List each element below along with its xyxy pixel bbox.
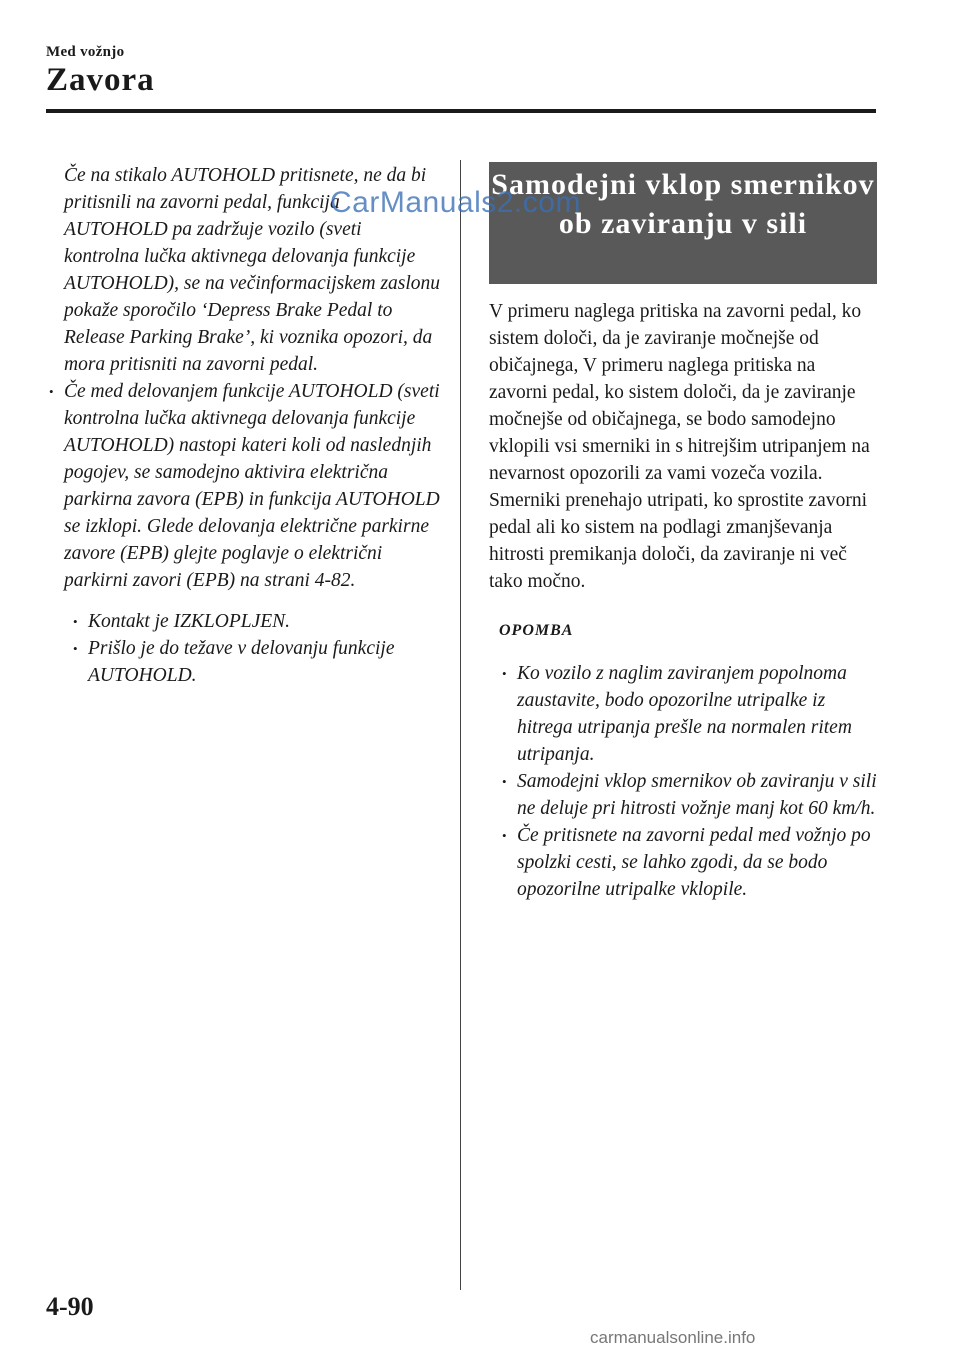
footer-source-link[interactable]: carmanualsonline.info [590, 1328, 756, 1347]
chapter-title: Zavora [46, 62, 155, 98]
section-kicker: Med vožnjo [46, 44, 125, 60]
note-item: • Samodejni vklop smernikov ob zaviranju v sili ne deluje pri hitrosti vožnje manj kot 60 km/h. [499, 768, 877, 822]
sub-bullet-item: • Prišlo je do težave v delovanju funkcije AUTOHOLD. [70, 635, 441, 689]
note-item: • Če pritisnete na zavorni pedal med vožnjo po spolzki cesti, se lahko zgodi, da se bodo opozorilne utripalke vklopile. [499, 822, 877, 903]
bullet-item: • Če med delovanjem funkcije AUTOHOLD (sveti kontrolna lučka aktivnega delovanja funkcije AUTOHOLD) nastopi kateri koli od naslednjih pogojev, se samodejno aktivira električna parkirna zavora (EPB) in funkcija AUTOHOLD se izklopi. Glede delovanja električne parkirne zavore (EPB) glejte poglavje o električni parkirni zavori (EPB) na strani 4-82. [46, 378, 441, 594]
header-rule [46, 109, 876, 113]
right-column [489, 162, 877, 903]
note-item: • Ko vozilo z naglim zaviranjem popolnoma zaustavite, bodo opozorilne utripalke iz hitrega utripanja prešle na normalen ritem utripanja. [499, 660, 877, 768]
sub-bullet-item: • Kontakt je IZKLOPLJEN. [70, 608, 441, 635]
intro-paragraph: Če na stikalo AUTOHOLD pritisnete, ne da bi pritisnili na zavorni pedal, funkcija AUTOHOLD pa zadržuje vozilo (sveti kontrolna lučka aktivnega delovanja funkcije AUTOHOLD), se na večinformacijskem zaslonu pokaže sporočilo ‘Depress Brake Pedal to Release Parking Brake’, ki voznika opozori, da mora pritisniti na zavorni pedal. [64, 165, 441, 375]
note-label: OPOMBA [499, 622, 574, 639]
column-divider [460, 160, 461, 1290]
section-paragraph: V primeru naglega pritiska na zavorni pedal, ko sistem določi, da je zaviranje močnejše od običajnega, V primeru naglega pritiska na zavorni pedal, ko sistem določi, da je zaviranje močnejše od običajnega, se bodo samodejno vklopili vsi smerniki in s hitrejšim utripanjem na nevarnost opozorili za vami vozeča vozila. Smerniki prenehajo utripati, ko sprostite zavorni pedal ali ko sistem na podlagi zmanjševanja hitrosti premikanja določi, da zaviranje ni več tako močno. [489, 301, 870, 592]
note-list [489, 660, 877, 903]
section-banner: Samodejni vklop smernikov ob zaviranju v sili [489, 162, 877, 284]
left-column [46, 162, 441, 689]
sub-bullet-list [46, 608, 441, 689]
watermark-logo: CarManuals2.com [330, 186, 581, 219]
page-number: 4-90 [46, 1292, 94, 1321]
